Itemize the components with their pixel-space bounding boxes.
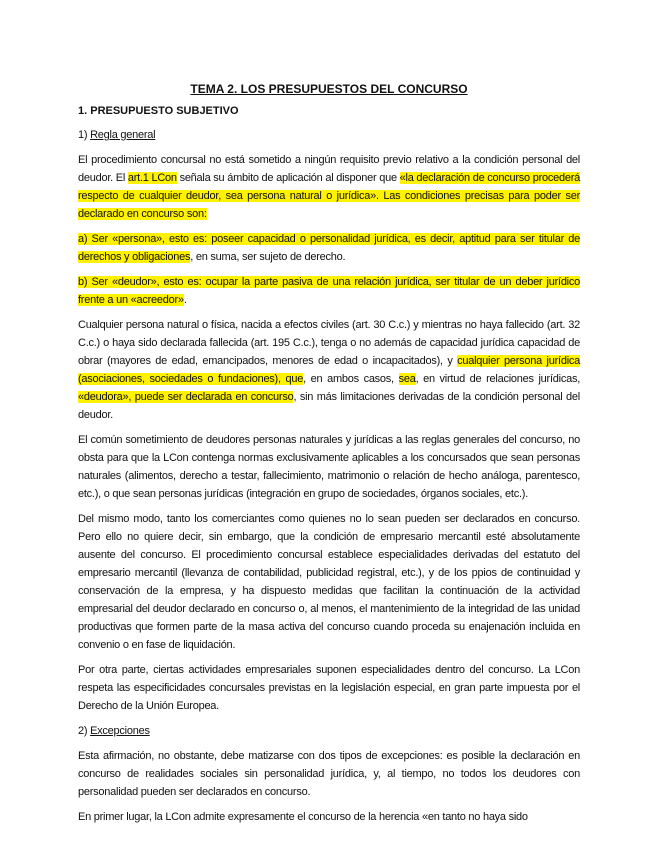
paragraph-condition-a [78, 230, 580, 266]
text-run: , sin más limitaciones derivadas de la condición personal del deudor. [78, 391, 580, 421]
highlight-persona-juridica: cualquier persona jurídica (asociaciones, sociedades o fundaciones), que [78, 355, 581, 385]
highlight-deudora: «deudora», puede ser declarada en concurso [78, 391, 294, 403]
subsection-label: Excepciones [90, 725, 150, 737]
paragraph-comerciantes: Del mismo modo, tanto los comerciantes como quienes no lo sean pueden ser declarados en concurso. Pero ello no quiere decir, sin embargo, que la condición de empresario mercantil esté absolutamente ausente del concurso. El procedimiento concursal establece especialidades derivadas del estatuto del empresario mercantil (llevanza de contabilidad, publicidad registral, etc.), y de los ppios de continuidad y conservación de la empresa, y ha dispuesto medidas que facilitan la continuación de la actividad empresarial del deudor declarado en concurso o, al menos, el mantenimiento de la integridad de las unidad productivas que formen parte de la masa activa del concurso cuando proceda su enajenación incluida en convenio o en fase de liquidación. [78, 513, 580, 651]
text-run: Cualquier persona natural o física, nacida a efectos civiles (art. 30 C.c.) y mientras no haya fallecido (art. 32 C.c.) o haya sido declarada fallecida (art. 195 C.c.), tenga o no además de capacidad jurídica capacidad de obrar (mayores de edad, emancipados, menores de edad o incapacitados), y [78, 319, 580, 367]
subsection-regla-general [78, 126, 580, 144]
highlight-sea: sea [398, 373, 416, 385]
paragraph-condition-b [78, 273, 580, 309]
subsection-number: 1) [78, 129, 88, 141]
paragraph-excepciones: Esta afirmación, no obstante, debe matizarse con dos tipos de excepciones: es posible la declaración en concurso de realidades sociales sin personalidad jurídica, y, al tiempo, no todos los deudores con personalidad pueden ser declarados en concurso. [78, 750, 580, 798]
text-run: El procedimiento concursal no está sometido a ningún requisito previo relativo a la condición personal del deudor. El [78, 154, 580, 184]
highlight-art1: art.1 LCon [127, 172, 177, 184]
document-page [78, 60, 580, 833]
document-title: TEMA 2. LOS PRESUPUESTOS DEL CONCURSO [190, 82, 468, 96]
paragraph-sometimiento: El común sometimiento de deudores personas naturales y jurídicas a las reglas generales del concurso, no obsta para que la LCon contenga normas exclusivamente aplicables a los concursados que sean personas naturales (alimentos, derecho a testar, fallecimiento, matrimonio o relación de hecho análoga, parentesco, etc.), o que sean personas jurídicas (integración en grupo de sociedades, órganos sociales, etc.). [78, 434, 580, 500]
highlight-condition-b: b) Ser «deudor», esto es: ocupar la parte pasiva de una relación jurídica, ser titular de un deber jurídico frente a un «acreedor» [78, 276, 580, 306]
text-run: , en suma, ser sujeto de derecho. [190, 251, 346, 263]
text-run: , en ambos casos, [303, 373, 399, 385]
subsection-label: Regla general [90, 129, 156, 141]
subsection-number: 2) [78, 725, 88, 737]
highlight-quote: «la declaración de concurso procederá respecto de cualquier deudor, sea persona natural o jurídica». Las condiciones precisas para poder ser declarado en concurso son: [78, 172, 581, 220]
text-run: , en virtud de relaciones jurídicas, [415, 373, 580, 385]
paragraph-personas [78, 316, 580, 424]
text-run: señala su ámbito de aplicación al disponer que [176, 172, 400, 184]
paragraph-actividades: Por otra parte, ciertas actividades empresariales suponen especialidades dentro del concurso. La LCon respeta las especificidades concursales previstas en la legislación especial, en gran parte impuesta por el Derecho de la Unión Europea. [78, 664, 580, 712]
paragraph-intro [78, 151, 580, 223]
section-heading-presupuesto-subjetivo: 1. PRESUPUESTO SUBJETIVO [78, 105, 239, 117]
paragraph-herencia: En primer lugar, la LCon admite expresamente el concurso de la herencia «en tanto no haya sido [78, 811, 528, 823]
subsection-excepciones [78, 722, 580, 740]
text-run: . [183, 294, 187, 306]
highlight-condition-a: a) Ser «persona», esto es: poseer capacidad o personalidad jurídica, es decir, aptitud para ser titular de derechos y obligaciones [78, 233, 580, 263]
